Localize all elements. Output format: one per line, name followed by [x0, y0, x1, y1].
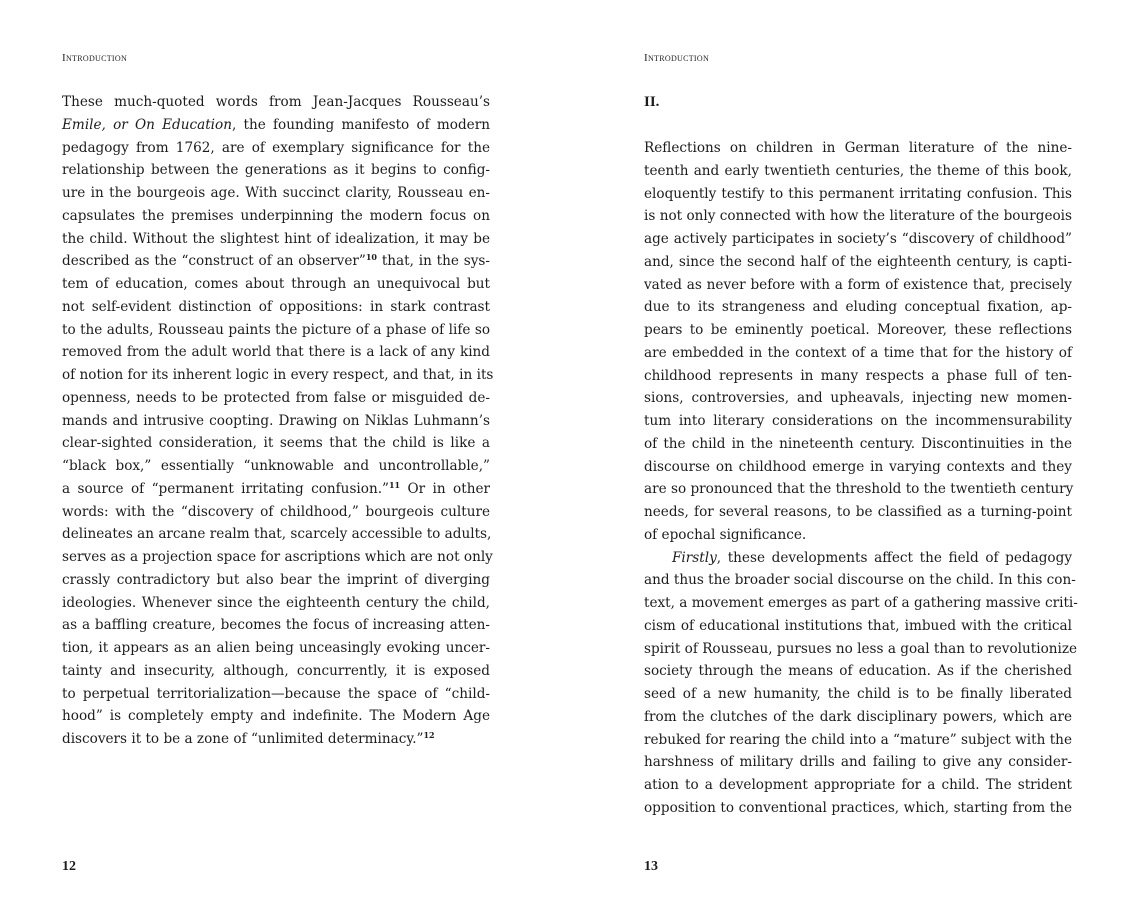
text-line: “black box,” essentially “unknowable and uncontrollable,”	[62, 458, 490, 474]
text-line: from the clutches of the dark disciplinary powers, which are	[644, 708, 1072, 725]
text-line: tem of education, comes about through an unequivocal but	[62, 276, 490, 292]
text-line: as a baffling creature, becomes the focus of increasing atten-	[62, 617, 490, 634]
running-head: Introduction	[62, 52, 128, 64]
text-line: the child. Without the slightest hint of idealization, it may be	[62, 230, 490, 247]
text-line: text, a movement emerges as part of a gathering massive criti-	[644, 595, 1078, 611]
text-line: to perpetual territorialization—because the space of “child-	[62, 685, 490, 702]
text-line: rebuked for rearing the child into a “mature” subject with the	[644, 731, 1072, 748]
left-page	[62, 0, 494, 912]
text-line: to the adults, Rousseau paints the picture of a phase of life so	[62, 321, 490, 338]
page-number: 13	[644, 859, 658, 874]
text-line: childhood represents in many respects a phase full of ten-	[644, 367, 1072, 384]
book-title: Emile, or On Education	[62, 116, 232, 133]
text-line: capsulates the premises underpinning the modern focus on	[62, 207, 490, 224]
text-line: is not only connected with how the literature of the bourgeois	[644, 208, 1072, 225]
text-line: ation to a development appropriate for a child. The strident	[644, 777, 1072, 793]
running-head: Introduction	[644, 52, 710, 64]
text-line: Emile, or On Education, the founding manifesto of modern	[62, 116, 490, 133]
text-line: These much-quoted words from Jean-Jacques Rousseau’s	[62, 94, 490, 110]
text-line: described as the “construct of an observer”$^{10}$ that, in the sys-	[62, 252, 490, 270]
text-line: ideologies. Whenever since the eighteenth century the child,	[62, 594, 490, 611]
text-line: age actively participates in society’s “discovery of childhood”	[644, 231, 1072, 247]
text-line: delineates an arcane realm that, scarcely accessible to adults,	[62, 526, 492, 543]
text-line: tum into literary considerations on the incommensurability	[644, 413, 1072, 429]
right-page	[644, 0, 1078, 912]
text-line: and, since the second half of the eighteenth century, is capti-	[644, 253, 1072, 270]
text-line: vated as never before with a form of existence that, precisely	[644, 276, 1072, 293]
text-line: needs, for several reasons, to be classified as a turning-point	[644, 504, 1072, 520]
text-line: opposition to conventional practices, which, starting from the	[644, 799, 1072, 816]
footnote-ref[interactable]: 11	[388, 479, 401, 490]
text-line: seed of a new humanity, the child is to be finally liberated	[644, 686, 1072, 702]
text-line: spirit of Rousseau, pursues no less a goal than to revolutionize	[644, 640, 1078, 657]
text-line: harshness of military drills and failing to give any consider-	[644, 754, 1072, 771]
text-line: due to its strangeness and eluding conceptual fixation, ap-	[644, 299, 1072, 316]
text-line: removed from the adult world that there is a lack of any kind	[62, 344, 490, 361]
text-line: Reflections on children in German literature of the nine-	[644, 140, 1072, 156]
emphasis: Firstly	[672, 549, 717, 566]
text-line: discovers it to be a zone of “unlimited determinacy.”$^{12}$	[62, 730, 435, 747]
text-line: ure in the bourgeois age. With succinct clarity, Rousseau en-	[62, 185, 490, 201]
text-line: are embedded in the context of a time that for the history of	[644, 344, 1072, 361]
text-line: serves as a projection space for ascriptions which are not only	[62, 549, 493, 565]
text-line: openness, needs to be protected from false or misguided de-	[62, 389, 490, 406]
body-text	[644, 137, 1078, 820]
text-line: society through the means of education. As if the cherished	[644, 663, 1072, 680]
text-line: crassly contradictory but also bear the imprint of diverging	[62, 571, 490, 588]
text-line: eloquently testify to this permanent irritating confusion. This	[644, 185, 1072, 202]
text-line: of the child in the nineteenth century. Discontinuities in the	[644, 435, 1072, 452]
footnote-ref[interactable]: 12	[423, 730, 435, 740]
text-line: a source of “permanent irritating confusion.”$^{11}$ Or in other	[62, 479, 491, 497]
body-text	[62, 91, 494, 751]
text-line: words: with the “discovery of childhood,” bourgeois culture	[62, 503, 490, 520]
text-line: sions, controversies, and upheavals, injecting new momen-	[644, 390, 1072, 407]
text-line: teenth and early twentieth centuries, the theme of this book,	[644, 162, 1072, 179]
text-line: and thus the broader social discourse on the child. In this con-	[644, 572, 1076, 589]
text-line: tion, it appears as an alien being unceasingly evoking uncer-	[62, 640, 490, 656]
text-line: clear-sighted consideration, it seems that the child is like a	[62, 435, 490, 452]
text-line: of notion for its inherent logic in every respect, and that, in its	[62, 367, 494, 383]
page-number: 12	[62, 859, 76, 874]
text-line: of epochal significance.	[644, 526, 807, 543]
text-line: mands and intrusive coopting. Drawing on Niklas Luhmann’s	[62, 412, 490, 429]
text-line: discourse on childhood emerge in varying contexts and they	[644, 458, 1072, 475]
section-heading: II.	[644, 94, 660, 110]
text-line: not self-evident distinction of oppositions: in stark contrast	[62, 298, 490, 315]
text-line: pedagogy from 1762, are of exemplary significance for the	[62, 139, 490, 156]
text-line: relationship between the generations as it begins to config-	[62, 162, 490, 179]
text-line: are so pronounced that the threshold to the twentieth century	[644, 481, 1074, 498]
text-line: pears to be eminently poetical. Moreover, these reflections	[644, 322, 1072, 338]
text-line: hood” is completely empty and indefinite. The Modern Age	[62, 708, 490, 725]
text-line: cism of educational institutions that, imbued with the critical	[644, 617, 1072, 634]
text-line: Firstly, these developments affect the field of pedagogy	[672, 549, 1072, 566]
footnote-ref[interactable]: 10	[365, 252, 377, 263]
text-line: tainty and insecurity, although, concurrently, it is exposed	[62, 662, 490, 679]
